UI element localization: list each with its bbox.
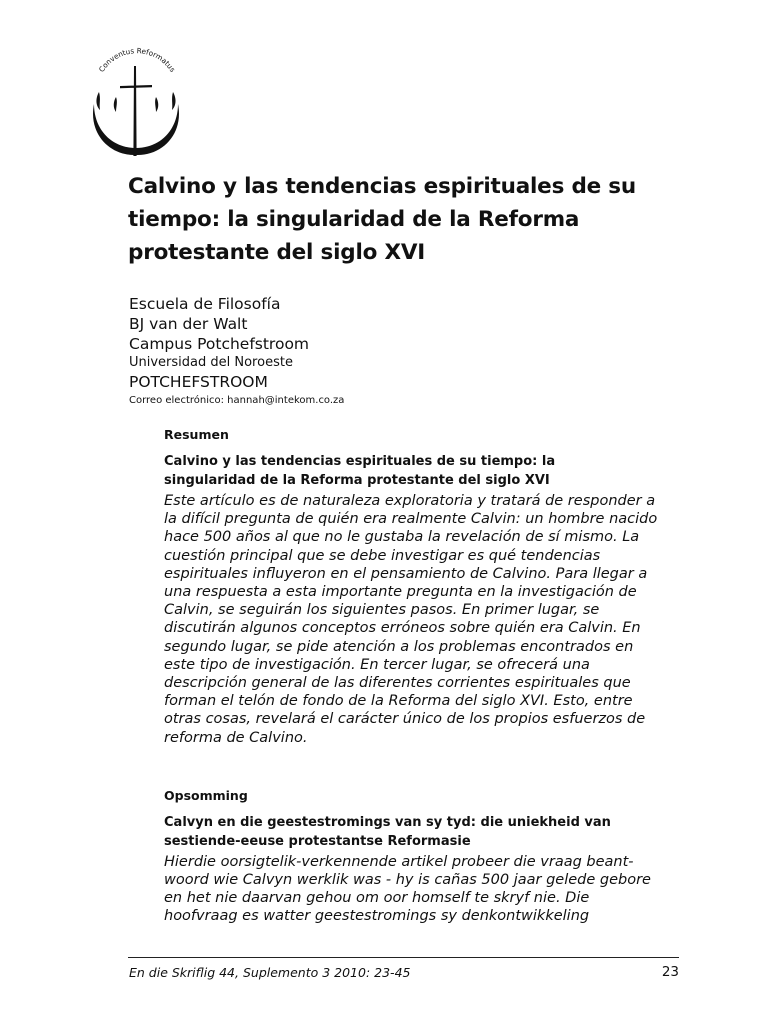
resumen-line: forman el telón de fondo de la Reforma del siglo XVI. Esto, entre — [164, 693, 633, 710]
resumen-title-line: singularidad de la Reforma protestante del siglo XVI — [164, 473, 550, 488]
page-number: 23 — [661, 964, 679, 980]
resumen-line: cuestión principal que se debe investigar es qué tendencias — [164, 547, 601, 564]
resumen-line: hace 500 años al que no le gustaba la revelación de sí mismo. La — [164, 529, 640, 546]
title-line: Calvino y las tendencias espirituales de su — [128, 174, 637, 199]
opsomming-line: woord wie Calvyn werklik was - hy is cañas 500 jaar gelede gebore — [164, 872, 651, 889]
title-line: tiempo: la singularidad de la Reforma — [128, 207, 580, 232]
author-email: Correo electrónico: hannah@intekom.co.za — [129, 395, 345, 406]
resumen-line: Este artículo es de naturaleza exploratoria y tratará de responder a — [164, 493, 656, 509]
resumen-line: segundo lugar, se pide atención a los problemas encontrados en — [164, 638, 634, 655]
campus-name: Campus Potchefstroom — [129, 335, 310, 353]
opsomming-line: en het nie daarvan gehou om oor homself te skryf nie. Die — [164, 890, 590, 907]
opsomming-title-line: sestiende-eeuse protestantse Reformasie — [164, 833, 471, 849]
school-name: Escuela de Filosofía — [129, 295, 281, 313]
left-flame-icon — [96, 92, 100, 110]
abstract-block — [164, 426, 664, 926]
resumen-line: reforma de Calvino. — [164, 729, 308, 746]
opsomming-line: Hierdie oorsigtelik-verkennende artikel probeer die vraag beant- — [164, 853, 634, 870]
resumen-line: otras cosas, revelará el carácter único de los propios esfuerzos de — [164, 711, 646, 728]
journal-citation: En die Skriflig 44, Suplemento 3 2010: 23-45 — [129, 965, 411, 980]
opsomming-line: hoofvraag es watter geestestromings sy denkontwikkeling — [164, 908, 590, 925]
footer-divider — [128, 957, 679, 958]
resumen-line: descripción general de las diferentes corrientes espirituales que — [164, 675, 631, 692]
opsomming-label: Opsomming — [164, 787, 248, 803]
resumen-label: Resumen — [164, 427, 229, 442]
right-inner-flame-icon — [155, 97, 158, 112]
article-title — [128, 170, 688, 269]
resumen-text — [164, 492, 664, 747]
opsomming-title-line: Calvyn en die geestestromings van sy tyd: die uniekheid van — [164, 814, 611, 830]
author-affiliation — [129, 294, 649, 410]
resumen-line: la difícil pregunta de quién era realmente Calvin: un hombre nacido — [164, 511, 658, 528]
opsomming-title — [164, 813, 664, 851]
conventus-reformatus-logo — [86, 44, 186, 162]
logo-text: Conventus Reformatus — [96, 46, 178, 74]
city-name: POTCHEFSTROOM — [129, 373, 268, 391]
right-flame-icon — [172, 92, 176, 110]
resumen-line: Calvin, se seguirán los siguientes pasos. En primer lugar, se — [164, 602, 600, 619]
resumen-line: espirituales influyeron en el pensamiento de Calvino. Para llegar a — [164, 565, 648, 582]
resumen-section — [164, 426, 664, 747]
resumen-title-line: Calvino y las tendencias espirituales de su tiempo: la — [164, 454, 556, 469]
cross-icon — [120, 66, 152, 156]
left-inner-flame-icon — [114, 97, 117, 112]
title-line: protestante del siglo XVI — [128, 240, 426, 265]
university-name: Universidad del Noroeste — [129, 355, 293, 370]
resumen-line: una respuesta a esta importante pregunta en la investigación de — [164, 584, 637, 601]
resumen-line: discutirán algunos conceptos erróneos sobre quién era Calvin. En — [164, 620, 641, 637]
resumen-title — [164, 452, 664, 490]
opsomming-text — [164, 853, 664, 926]
author-name: BJ van der Walt — [129, 315, 248, 333]
resumen-line: este tipo de investigación. En tercer lugar, se ofrecerá una — [164, 656, 590, 673]
opsomming-section — [164, 787, 664, 926]
